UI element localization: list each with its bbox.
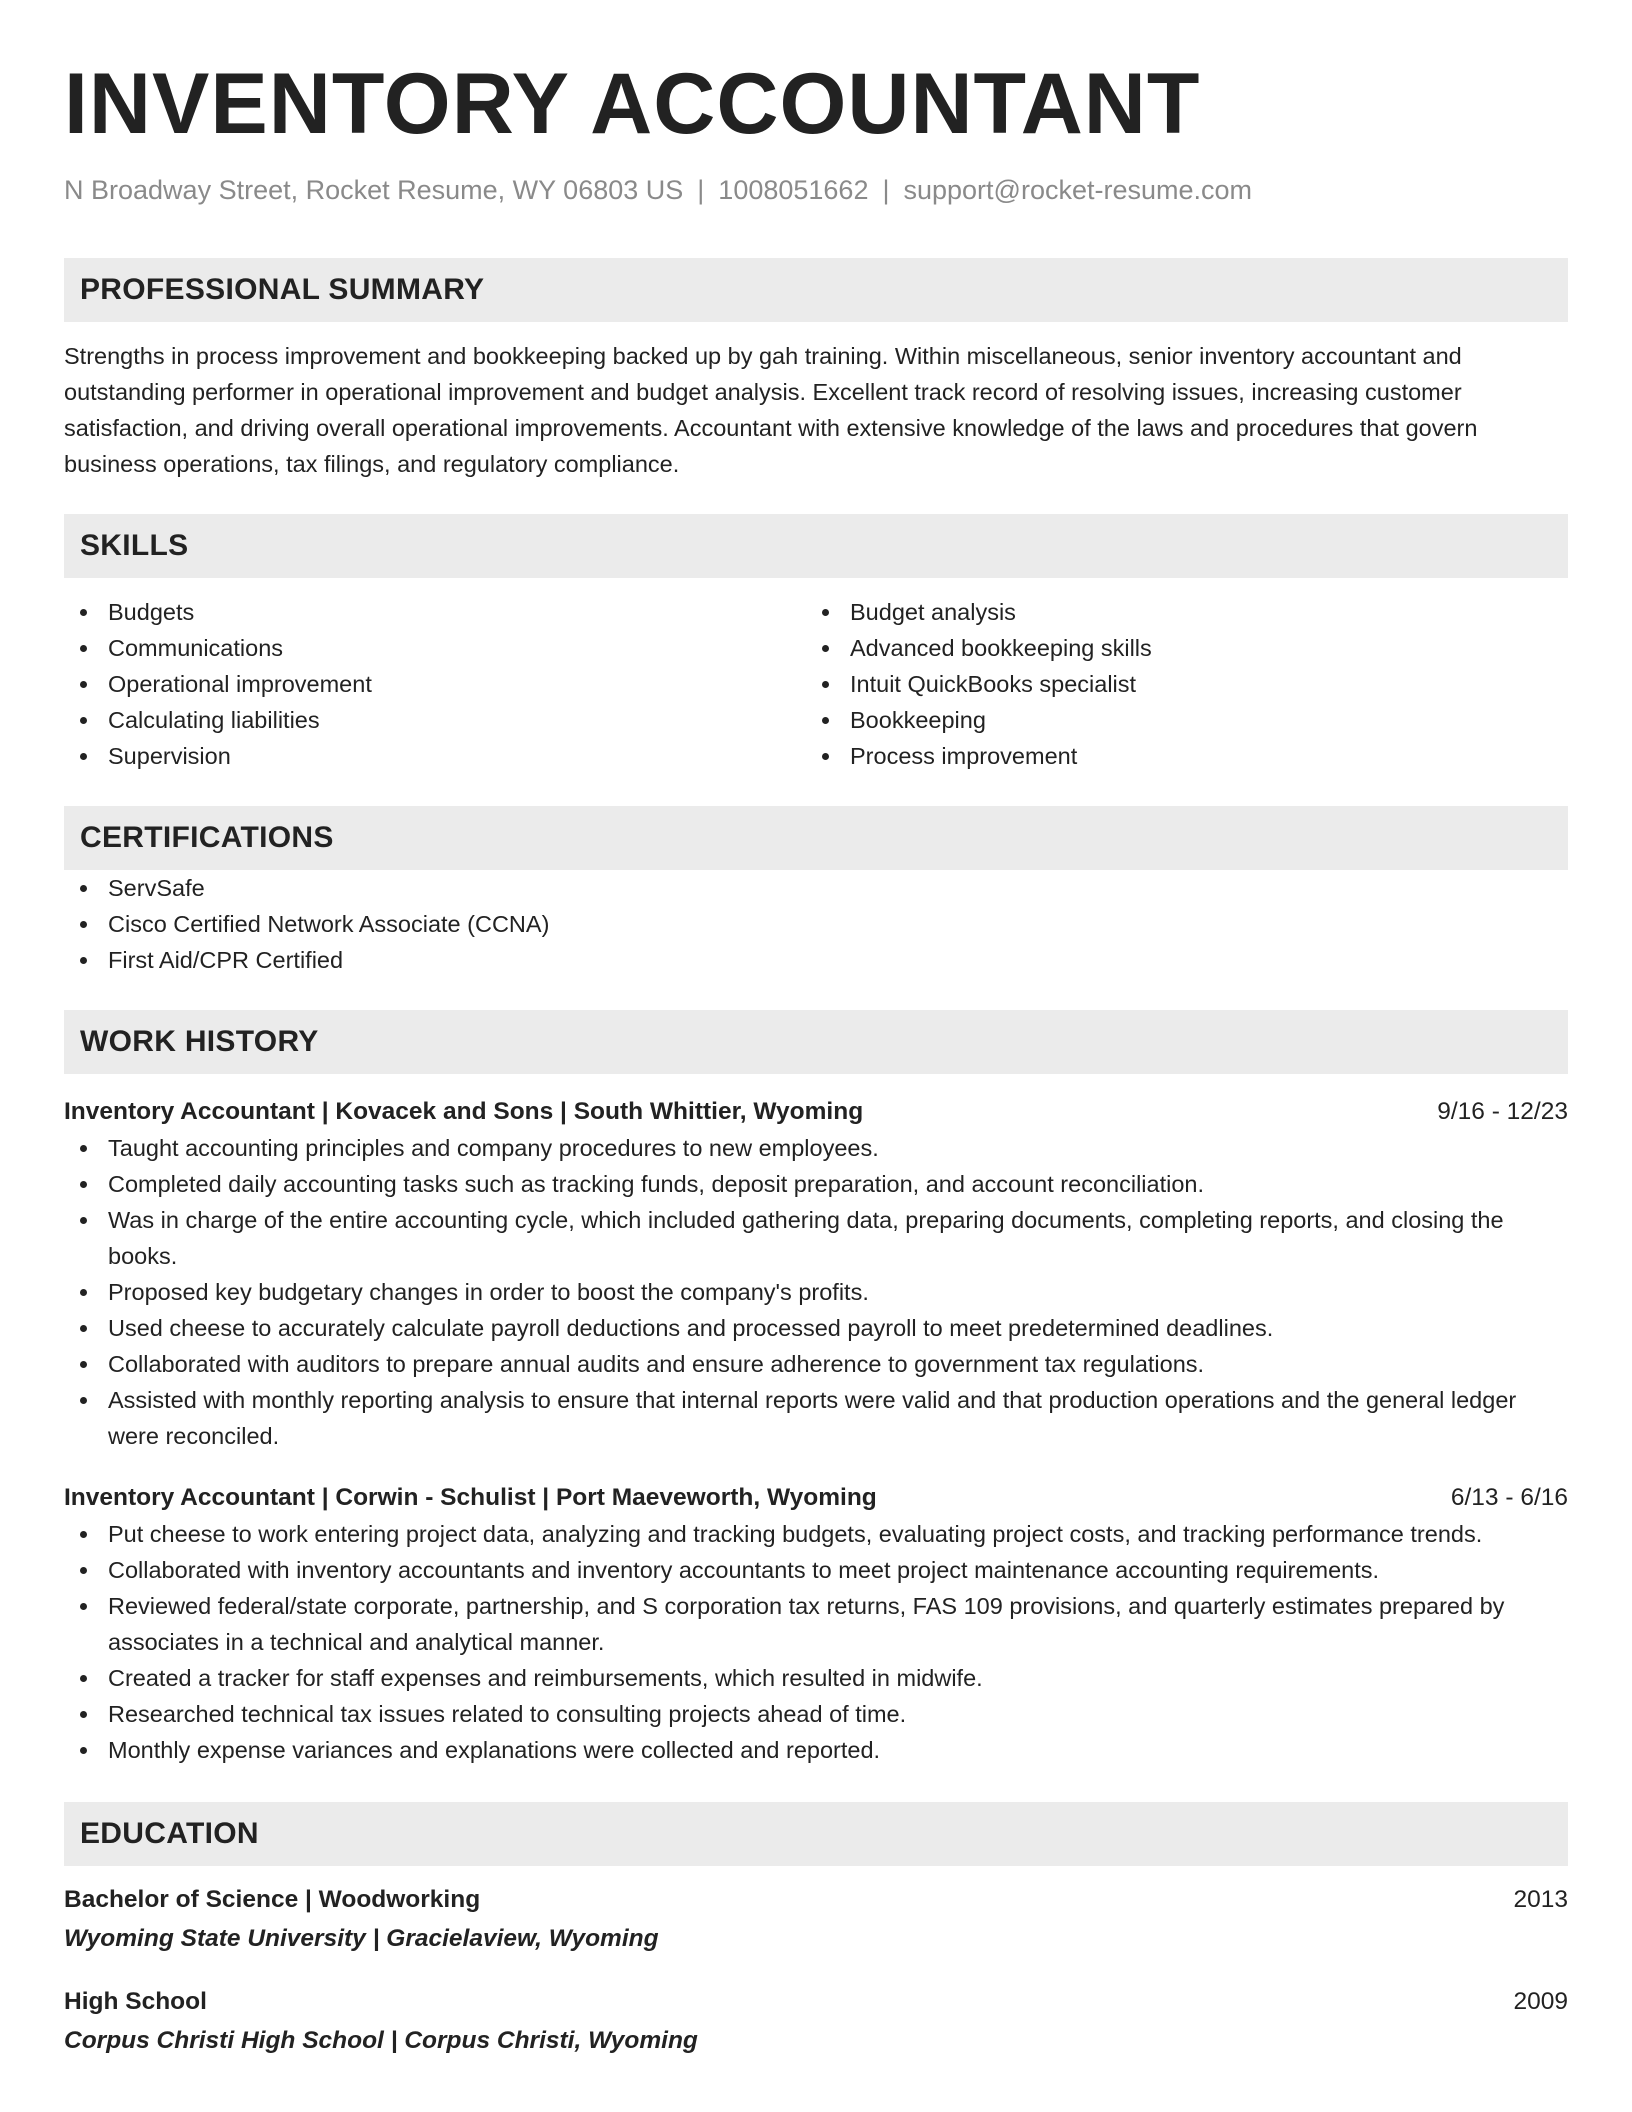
job-entry	[64, 1480, 1568, 1768]
job-bullet-text: Put cheese to work entering project data, analyzing and tracking budgets, evaluating project costs, and tracking performance trends.	[108, 1521, 1483, 1547]
education-heading: EDUCATION	[64, 1802, 1568, 1866]
bullet-dot	[822, 681, 829, 688]
certifications-list	[64, 870, 1568, 978]
job-bullet-text: Created a tracker for staff expenses and reimbursements, which resulted in midwife.	[108, 1665, 983, 1691]
job-bullet	[64, 1382, 1568, 1454]
certification-item	[64, 942, 1568, 978]
bullet-dot	[80, 1711, 87, 1718]
education-header	[64, 1882, 1568, 1918]
certification-label: ServSafe	[108, 875, 205, 901]
bullet-dot	[80, 753, 87, 760]
bullet-dot	[80, 645, 87, 652]
education-school: Wyoming State University | Gracielaview, Wyoming	[64, 1925, 659, 1952]
job-bullet-text: Reviewed federal/state corporate, partnership, and S corporation tax returns, FAS 109 provisions, and quarterly estimates prepared by associates in a technical and analytical manner.	[108, 1593, 1505, 1655]
certification-item	[64, 870, 1568, 906]
bullet-dot	[80, 1531, 87, 1538]
contact-email: support@rocket-resume.com	[903, 175, 1253, 205]
skill-label: Operational improvement	[108, 671, 372, 697]
certifications-heading: CERTIFICATIONS	[64, 806, 1568, 870]
job-bullet	[64, 1310, 1568, 1346]
skill-label: Budget analysis	[850, 599, 1016, 625]
education-header	[64, 1984, 1568, 2020]
skill-item	[806, 630, 1548, 666]
job-bullet	[64, 1516, 1568, 1552]
bullet-dot	[80, 1361, 87, 1368]
job-bullet	[64, 1660, 1568, 1696]
skill-label: Supervision	[108, 743, 231, 769]
job-bullet	[64, 1552, 1568, 1588]
skill-item	[806, 666, 1548, 702]
bullet-dot	[80, 1567, 87, 1574]
bullet-dot	[80, 885, 87, 892]
bullet-dot	[80, 609, 87, 616]
bullet-dot	[822, 753, 829, 760]
job-bullet-text: Researched technical tax issues related to consulting projects ahead of time.	[108, 1701, 907, 1727]
skill-item	[64, 702, 806, 738]
job-bullet	[64, 1696, 1568, 1732]
skill-label: Calculating liabilities	[108, 707, 320, 733]
contact-phone: 1008051662	[718, 175, 869, 205]
job-dates: 6/13 - 6/16	[1450, 1484, 1568, 1511]
job-bullet	[64, 1732, 1568, 1768]
skill-item	[806, 702, 1548, 738]
job-bullet-list	[64, 1516, 1568, 1768]
skills-heading: SKILLS	[64, 514, 1568, 578]
bullet-dot	[822, 609, 829, 616]
bullet-dot	[822, 717, 829, 724]
job-bullet-text: Was in charge of the entire accounting cycle, which included gathering data, preparing documents, completing reports, and closing the books.	[108, 1207, 1504, 1269]
skill-label: Bookkeeping	[850, 707, 986, 733]
job-bullet-text: Collaborated with inventory accountants and inventory accountants to meet project maintenance accounting requirements.	[108, 1557, 1380, 1583]
job-bullet	[64, 1274, 1568, 1310]
job-dates: 9/16 - 12/23	[1437, 1098, 1568, 1125]
certification-label: First Aid/CPR Certified	[108, 947, 344, 973]
job-bullet	[64, 1346, 1568, 1382]
certification-item	[64, 906, 1568, 942]
job-bullet-text: Monthly expense variances and explanations were collected and reported.	[108, 1737, 881, 1763]
certification-label: Cisco Certified Network Associate (CCNA)	[108, 911, 550, 937]
resume-name: INVENTORY ACCOUNTANT	[64, 56, 1201, 152]
skill-label: Communications	[108, 635, 284, 661]
job-bullet-text: Taught accounting principles and company procedures to new employees.	[108, 1135, 879, 1161]
job-title: Inventory Accountant | Kovacek and Sons | South Whittier, Wyoming	[64, 1098, 864, 1125]
job-header	[64, 1480, 1568, 1516]
bullet-dot	[80, 1397, 87, 1404]
job-bullet-text: Completed daily accounting tasks such as tracking funds, deposit preparation, and account reconciliation.	[108, 1171, 1204, 1197]
education-entry	[64, 1882, 1568, 1958]
bullet-dot	[80, 957, 87, 964]
education-degree: Bachelor of Science | Woodworking	[64, 1886, 481, 1913]
summary-heading: PROFESSIONAL SUMMARY	[64, 258, 1568, 322]
education-degree: High School	[64, 1988, 207, 2015]
skill-label: Intuit QuickBooks specialist	[850, 671, 1137, 697]
job-bullet	[64, 1202, 1568, 1274]
bullet-dot	[80, 1747, 87, 1754]
skill-item	[64, 594, 806, 630]
education-entry	[64, 1984, 1568, 2060]
skill-item	[806, 738, 1548, 774]
job-bullet	[64, 1130, 1568, 1166]
skills-left-list	[64, 594, 806, 774]
contact-separator: |	[697, 175, 705, 205]
bullet-dot	[80, 1325, 87, 1332]
bullet-dot	[80, 1217, 87, 1224]
job-title: Inventory Accountant | Corwin - Schulist | Port Maeveworth, Wyoming	[64, 1484, 877, 1511]
skill-label: Advanced bookkeeping skills	[850, 635, 1152, 661]
job-bullet-list	[64, 1130, 1568, 1454]
skill-item	[64, 666, 806, 702]
bullet-dot	[80, 717, 87, 724]
skills-right-list	[806, 594, 1548, 774]
job-bullet-text: Collaborated with auditors to prepare annual audits and ensure adherence to government tax regulations.	[108, 1351, 1205, 1377]
contact-separator: |	[882, 175, 890, 205]
bullet-dot	[80, 1289, 87, 1296]
job-bullet	[64, 1166, 1568, 1202]
bullet-dot	[80, 1145, 87, 1152]
job-bullet-text: Proposed key budgetary changes in order to boost the company's profits.	[108, 1279, 869, 1305]
skill-label: Process improvement	[850, 743, 1078, 769]
bullet-dot	[80, 921, 87, 928]
bullet-dot	[80, 1181, 87, 1188]
skill-item	[64, 738, 806, 774]
skills-columns	[64, 594, 1568, 774]
contact-address: N Broadway Street, Rocket Resume, WY 06803 US	[64, 175, 684, 205]
bullet-dot	[80, 1603, 87, 1610]
job-bullet	[64, 1588, 1568, 1660]
job-bullet-text: Assisted with monthly reporting analysis to ensure that internal reports were valid and that production operations and the general ledger were reconciled.	[108, 1387, 1517, 1449]
education-year: 2013	[1513, 1886, 1568, 1913]
skill-item	[806, 594, 1548, 630]
bullet-dot	[80, 681, 87, 688]
job-entry	[64, 1094, 1568, 1454]
summary-text: Strengths in process improvement and bookkeeping backed up by gah training. Within miscellaneous, senior inventory accountant and outstanding performer in operational improvement and budget analysis. Excellent track record of resolving issues, increasing customer satisfaction, and driving overall operational improvements. Accountant with extensive knowledge of the laws and procedures that govern business operations, tax filings, and regulatory compliance.	[64, 343, 1478, 477]
contact-line	[64, 172, 1568, 208]
bullet-dot	[80, 1675, 87, 1682]
job-bullet-text: Used cheese to accurately calculate payroll deductions and processed payroll to meet predetermined deadlines.	[108, 1315, 1274, 1341]
work-history-heading: WORK HISTORY	[64, 1010, 1568, 1074]
skill-item	[64, 630, 806, 666]
education-year: 2009	[1513, 1988, 1568, 2015]
bullet-dot	[822, 645, 829, 652]
job-header	[64, 1094, 1568, 1130]
skill-label: Budgets	[108, 599, 195, 625]
education-school: Corpus Christi High School | Corpus Christi, Wyoming	[64, 2027, 698, 2054]
